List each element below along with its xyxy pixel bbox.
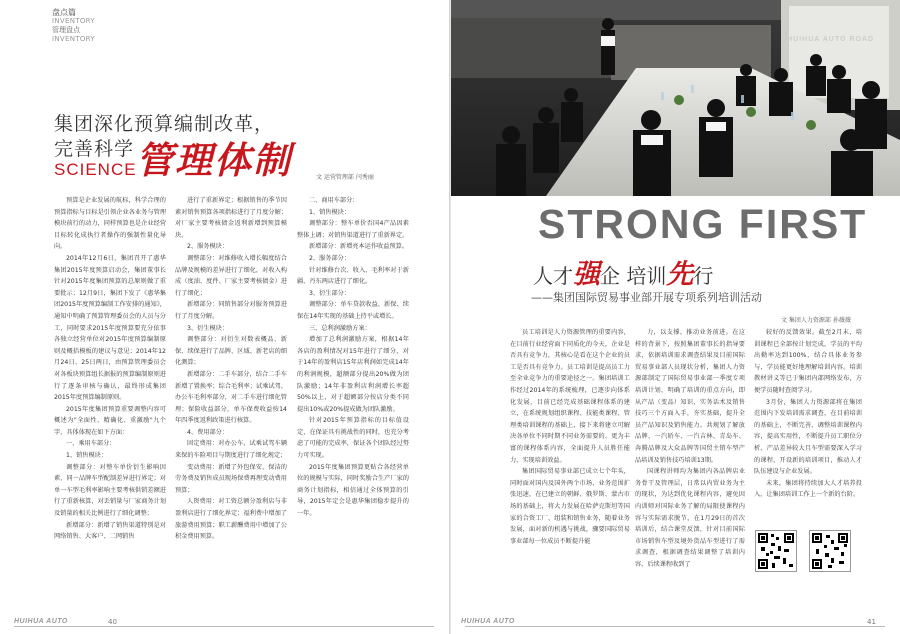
paragraph: 力，以支撑、推动业务前进。在这样的背景下，按照集团董事长的指导要求，依据培训需求调查结果及目前国际贸易事业部人员现状分析，集团人力资源部制定了国际贸易事业部一季度专项培训计划，明确了培训的重点方向，即从产品（变品）知识、实务话术及销售技巧三个方面入手，夯实基础，提升全员产品知识及销售能力。共规划了解放品牌、一汽轿车、一汽吉林、青岛车、奔腾品牌及大众品牌等国贸主销车型产品培训及销售技巧培训13期。 — [635, 329, 745, 464]
article-title-line2: 完善科学 — [54, 138, 135, 160]
slogan-brush-char: 先 — [666, 259, 694, 290]
footer-logo: HUIHUA AUTO — [461, 618, 515, 625]
section-sublabel-en: INVENTORY — [52, 35, 95, 43]
page-number: 40 — [108, 618, 117, 626]
paragraph: 针对维修台次、收入、毛利率对于新疆、丹东两店进行了细化。 — [297, 266, 409, 286]
paragraph: 进行了重新界定；根据销售的季节因素对销售预算各项指标进行了月度分解；对厂家主要考核债金返利新增到预算模块。 — [175, 197, 287, 239]
brand-logo: HUIHUA AUTO ROAD — [787, 36, 874, 43]
slogan-part: 企 培训 — [600, 264, 667, 288]
paragraph: 新增部分：新增亮本运作收益预算。 — [309, 243, 408, 251]
article-subtitle: ——集团国际贸易事业部开展专项系列培训活动 — [531, 291, 762, 304]
paragraph: 2、服务部分： — [309, 254, 351, 262]
body-column-3 — [297, 195, 409, 520]
paragraph: 调整部分：对衍生对数表概品、新保、续保进行了品牌、区域、新老店的细化测算； — [175, 336, 287, 367]
paragraph: 1、销售模块： — [66, 452, 108, 460]
body-column-2 — [175, 195, 287, 543]
paragraph: 2、服务模块： — [187, 243, 229, 251]
paragraph: 调整部分：单车贷款收益、新保、续保在14年实现的基础上持平或增长。 — [297, 301, 409, 320]
paragraph: 针对2015年预算指标的目标值设定，在保证具有挑战性的同时，也充分考虑了可能的完成率，保证各个团队经过努力可实现。 — [297, 417, 409, 460]
paragraph: 3月份，集团人力资源部将在集团范围内下发培训需求调查，在目前培训的基础上，不断完善、调整培训课程内容，提高实用性，不断提升员工职位分析、产品差异较大且车型需要深入学习的课程，开设新的培训项目，推动人才队伍建设与企业发展。 — [754, 398, 862, 476]
paragraph: 调整部分：对整车单价衍生影响因素、同一品牌车型配制差异进行界定；对单一车型毛利率影响主要考核供销差额进行了重新核算，对丢销量与厂家商务计划及销量的相关比例进行了细化调整； — [54, 463, 166, 518]
article-byline: 文 集团人力资源部 孙薇薇 — [781, 317, 851, 324]
section-tag — [52, 8, 95, 44]
paragraph: 集团国际贸易事业部已成立七个年头，同时面对国内及国外两个市场，业务范围扩张迅速，在已建立的朝鲜、俄罗斯、蒙古市场的基础上，将大力发展在哈萨克斯坦等国家的合资工厂、组装和销售业务，随着业务发展，面对新的机遇与挑战，骤要国际贸易事业部每一位成员不断提升能 — [510, 468, 630, 545]
paragraph: 2015年度集团预算重要调整内容可概述为"全面性、精确化、重激励"九个字，具体体现在如下方面： — [54, 405, 166, 436]
body-column-1 — [510, 327, 630, 547]
article-title-brush: 管理体制 — [136, 138, 292, 182]
paragraph: 新增部分：新增了销售渠道特别是对网络销售、大客户、二网销售 — [54, 521, 166, 541]
slogan-part: 行 — [693, 264, 714, 288]
page-number: 41 — [867, 618, 876, 626]
qr-code — [809, 530, 851, 572]
footer-rule — [465, 626, 885, 627]
paragraph: 调整部分：整车单价否国4产品因素整体上调；对销售渠道进行了重新界定。 — [297, 220, 409, 239]
section-label-cn: 盘点篇 — [52, 8, 76, 17]
article-title-en: SCIENCE — [54, 160, 137, 179]
paragraph: 人资费用：对工资总额分盈利店与非盈利店进行了细化界定；福利费中增加了旅游费用预算；职工薪酬费用中增加了公积金费用预算。 — [175, 498, 287, 541]
meeting-photo-image — [451, 0, 900, 196]
paragraph: 新增部分：同销售部分对服务预算进行了月度分解。 — [175, 301, 287, 320]
article-byline: 文 运营管理部 闫秀丽 — [316, 174, 374, 181]
paragraph: 未来，集团将持续加大人才培养投入，让集团培训工作上一个新的台阶。 — [754, 479, 862, 499]
body-column-1 — [54, 195, 166, 543]
left-page — [0, 0, 449, 634]
paragraph: 新增部分：二手车部分，结合二手车新增了置换率；综合毛利率；试乘试驾、办公车毛利率部分，对二手车进行细化管理；保险收益部分，单车保费收益按14年四季度返利政策进行核算。 — [175, 370, 287, 425]
paragraph: 三、总利润激励方案： — [309, 324, 371, 332]
paragraph: 增加了总利润激励方案，根据14年各店的盈利情况对15年进行了细分，对于14年的盈利店15年店利润如完成14年的利润规模，超额部分提出20%做为团队激励；14年非盈利店利润增长率超50%以上，对于超额部分按店分类不同提出10%或20%提成做为团队激励。 — [297, 336, 409, 413]
paragraph: 国课程讲师均为集团内各品牌店业务骨干及管理层，日常以内贸业务为主的现状，为达到优化课程内容，避免因内训师对国际业务了解的局限使课程内容与实际需求脱节，在1月29日的首次培训后，结合课堂反馈，针对目前国际市场销售车型及境外货品车型进行了需求调查，根据调查结果调整了培训内容，后续课程收到了 — [635, 468, 745, 568]
qr-code — [755, 530, 797, 572]
slogan-brush-char: 强 — [573, 259, 600, 290]
paragraph: 2014年12月6日，集团召开了惠华集团2015年度预算启动会，集团董事长针对2015年度集团预算的总原则做了重要批示；12月9日，集团下发了《惠华集团2015年度预算编制工作安排的通知》，通知中明确了预算管理委员会的人员与分工，同时要求2015年度预算要充分依事各独立经营单位对2015年度预算编制原则及概括模板的建议与意见；2014年12月24日、25日两日，由预算管理委员会对各板块预算组长据报的预算编制原则进行了逐条审核与确认，最终形成集团2015年度预算编制原则。 — [54, 254, 166, 402]
paragraph: 1、销售模块： — [309, 208, 351, 216]
body-column-3 — [754, 327, 862, 527]
paragraph: 预算是企业发展的航标，科学合理的预算指标与目标是引领企业各业务与管理模块前行的动力，同样预算也是企业经营目标转化成执行者操作的强制性量化导向。 — [54, 197, 166, 251]
headline-en: STRONG FIRST — [538, 201, 868, 247]
slogan-part: 人才 — [533, 264, 573, 288]
qr-code-image — [810, 531, 850, 571]
qr-code-image — [756, 531, 796, 571]
body-column-2 — [635, 327, 745, 570]
paragraph: 调整部分：对维修收入增长幅度结合品牌及规模的差异进行了细化，对收入构成（度油、度件、厂家主要考核债金）进行了细化； — [175, 254, 287, 297]
section-label-en: INVENTORY — [52, 17, 95, 25]
paragraph: 3、衍生部分： — [309, 289, 351, 297]
article-title-line1: 集团深化预算编制改革， — [54, 113, 275, 135]
paragraph: 固定费用：对办公车、试乘试驾车辆来保的车险项目与期度进行了细化规定； — [175, 440, 287, 460]
footer-rule — [14, 626, 434, 627]
paragraph: 一、乘用车部分： — [66, 440, 116, 448]
paragraph: 变动费用：新增了外包保安、保洁的劳务费及销售成员现场保费再理变动费用预算； — [175, 463, 287, 494]
paragraph: 2015年度集团预算更贴合各经营单位的规模与实际，同时奖励合生产厂家的商务计划指标，相信通过全体预算的引导，2015年定会是惠华集团稳步提升的一年。 — [297, 463, 409, 518]
headline-slogan — [533, 252, 713, 291]
right-page — [451, 0, 900, 634]
paragraph: 较好的反馈效果。截至2月末，培训课程已全部按计划完成，学员的平均出勤率达到100%，结合具体业务参与，学员能更好地理解培训内容。培训教材讲义等已于集团内部网络发布，方便学员随时查阅学习。 — [754, 329, 862, 394]
paragraph: 二、商用车部分： — [309, 197, 359, 204]
paragraph: 4、费用部分： — [187, 428, 229, 436]
meeting-photo — [451, 0, 900, 196]
paragraph: 3、衍生模块： — [187, 324, 229, 332]
section-sublabel-cn: 管理盘点 — [52, 26, 80, 34]
footer-logo: HUIHUA AUTO — [14, 618, 68, 625]
paragraph: 员工培训是人力资源管理的重要内容，在目前行业经营面下同质化的今天，企业是否具有竞争力，其核心是看在这个企业的员工是否具有竞争力。员工培训是提高员工力至全业竞争力的重要途径之一。集团培训工作经过2014年的系统梳理，已逐步向体系化发展，目前已经完成基础课程体系的建立，在系统规划组织课程、技能类课程、管理类培训课程的基础上，接下来将建立可解决各单位不同时期不同业务需要的、更为丰富的课程体系内容，全面提升人员胜任能力，实现培训效益。 — [510, 329, 630, 464]
